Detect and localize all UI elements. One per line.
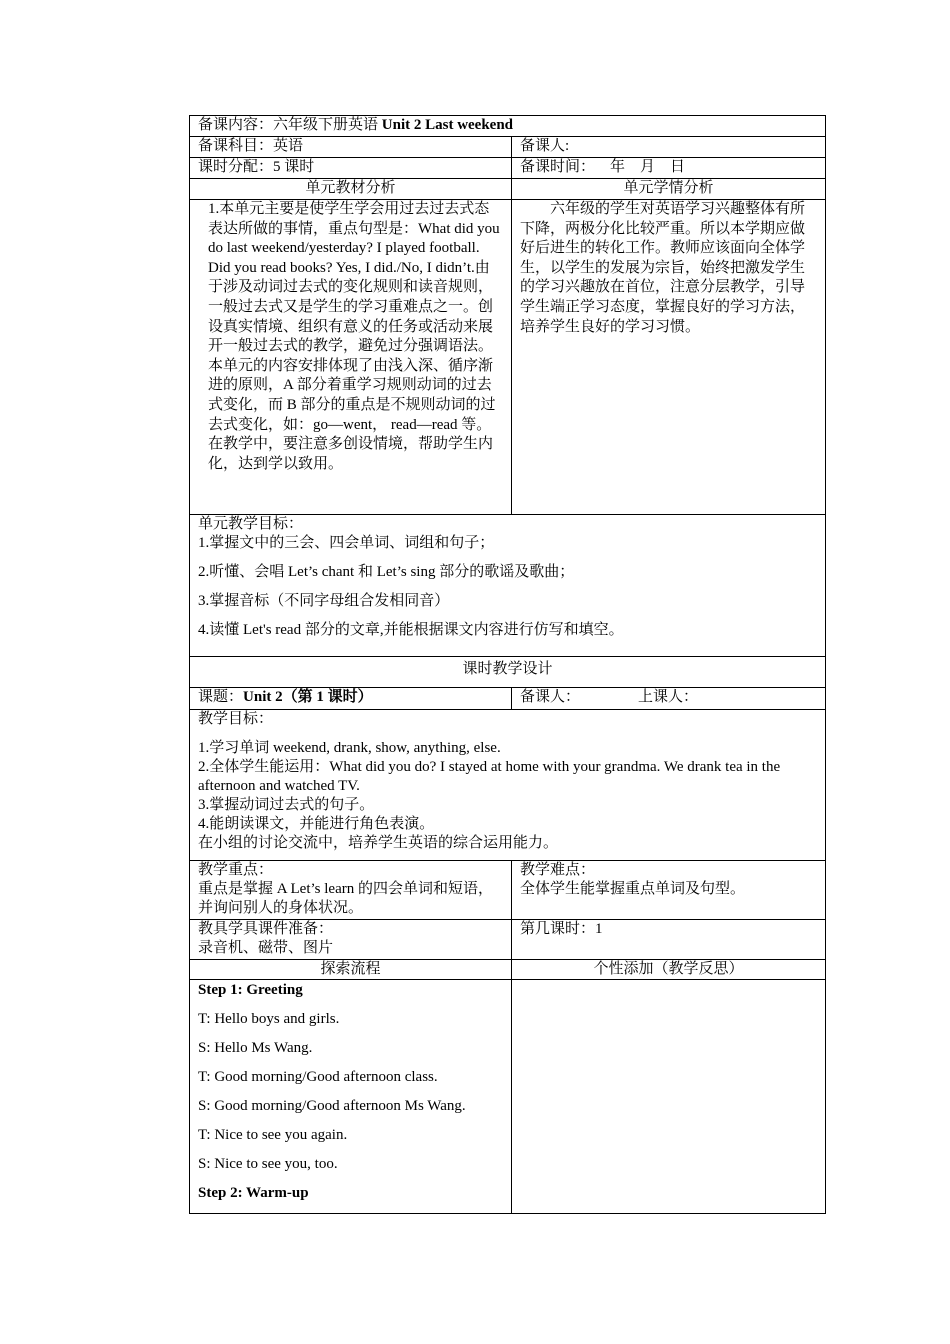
subject-row bbox=[190, 137, 826, 158]
content-cell bbox=[190, 116, 826, 137]
key-points-cell bbox=[190, 861, 512, 920]
period-number-cell: 第几课时：1 bbox=[512, 920, 826, 960]
lesson-goals-row bbox=[190, 710, 826, 861]
content-row bbox=[190, 116, 826, 137]
lesson-plan-page bbox=[189, 115, 825, 1214]
unit-goals-row bbox=[190, 515, 826, 657]
tools-text: 录音机、磁带、图片 bbox=[198, 940, 334, 956]
dialogue-line: S: Good morning/Good afternoon Ms Wang. bbox=[198, 1098, 466, 1114]
dialogue-line: T: Hello boys and girls. bbox=[198, 1011, 340, 1027]
analysis-body-row bbox=[190, 200, 826, 515]
preparer-teacher-cell bbox=[512, 688, 826, 710]
lesson-preparer: 备课人： bbox=[520, 689, 581, 705]
prep-time-cell: 备课时间： 年 月 日 bbox=[512, 158, 826, 179]
step-heading: Step 2: Warm-up bbox=[198, 1185, 309, 1201]
tools-row bbox=[190, 920, 826, 960]
lesson-goal-item: 4.能朗读课文，并能进行角色表演。 bbox=[198, 816, 435, 832]
unit-goals-cell bbox=[190, 515, 826, 657]
lesson-goal-item: 3.掌握动词过去式的句子。 bbox=[198, 797, 375, 813]
tools-title: 教具学具课件准备： bbox=[198, 921, 334, 937]
periods-row bbox=[190, 158, 826, 179]
material-analysis-text: 1.本单元主要是使学生学会用过去过去式态表达所做的事情，重点句型是：What did you do last weekend/yesterday? I played football. Did you read books? Yes, I did./No, I didn’t.由于涉及动词过去式的变化规则和读音规则，一般过去式又是学生的学习重难点之一。创设真实情境、组织有意义的任务或活动来展开一般过去式的教学，避免过分强调语法。本单元的内容安排体现了由浅入深、循序渐进的原则，A 部分着重学习规则动词的过去式变化，而 B 部分的重点是不规则动词的过去式变化，如：go—went， read—read 等。在教学中，要注意多创设情境，帮助学生内化，达到学以致用。 bbox=[190, 200, 512, 515]
unit-goal-item: 4.读懂 Let's read 部分的文章,并能根据课文内容进行仿写和填空。 bbox=[198, 622, 624, 638]
lesson-goal-item: 在小组的讨论交流中，培养学生英语的综合运用能力。 bbox=[198, 835, 559, 851]
dialogue-line: S: Hello Ms Wang. bbox=[198, 1040, 313, 1056]
tools-cell bbox=[190, 920, 512, 960]
process-body-row bbox=[190, 980, 826, 1214]
lesson-goal-item: 1.学习单词 weekend, drank, show, anything, else. bbox=[198, 740, 501, 756]
key-points-title: 教学重点： bbox=[198, 862, 274, 878]
learner-analysis-title: 单元学情分析 bbox=[512, 179, 826, 200]
process-title: 探索流程 bbox=[190, 960, 512, 980]
unit-goals-title: 单元教学目标： bbox=[198, 516, 304, 532]
key-points-text: 重点是掌握 A Let’s learn 的四会单词和短语，并询问别人的身体状况。 bbox=[198, 881, 493, 916]
preparer-cell: 备课人: bbox=[512, 137, 826, 158]
difficulty-title: 教学难点： bbox=[520, 862, 596, 878]
dialogue-line: T: Good morning/Good afternoon class. bbox=[198, 1069, 438, 1085]
unit-goal-item: 2.听懂、会唱 Let’s chant 和 Let’s sing 部分的歌谣及歌曲； bbox=[198, 564, 575, 580]
lesson-plan-table bbox=[189, 115, 826, 1214]
process-steps-cell bbox=[190, 980, 512, 1214]
unit-goal-item: 1.掌握文中的三会、四会单词、词组和句子； bbox=[198, 535, 495, 551]
lesson-goal-item: 2.全体学生能运用：What did you do? I stayed at home with your grandma. We drank tea in the afternoon and watched TV. bbox=[198, 759, 781, 794]
periods-cell: 课时分配：5 课时 bbox=[190, 158, 512, 179]
lesson-design-row bbox=[190, 657, 826, 688]
lesson-teacher: 上课人： bbox=[638, 689, 699, 705]
lesson-design-title: 课时教学设计 bbox=[190, 657, 826, 688]
content-label: 备课内容：六年级下册英语 bbox=[198, 117, 382, 133]
difficulty-text: 全体学生能掌握重点单词及句型。 bbox=[520, 881, 746, 897]
topic-prefix: 课题： bbox=[198, 689, 244, 705]
reflection-title: 个性添加（教学反思） bbox=[512, 960, 826, 980]
lesson-goals-cell bbox=[190, 710, 826, 861]
difficulty-cell bbox=[512, 861, 826, 920]
dialogue-line: S: Nice to see you, too. bbox=[198, 1156, 338, 1172]
step-heading: Step 1: Greeting bbox=[198, 982, 303, 998]
learner-analysis-text: 六年级的学生对英语学习兴趣整体有所下降，两极分化比较严重。所以本学期应做好后进生的转化工作。教师应该面向全体学生，以学生的发展为宗旨，始终把激发学生的学习兴趣放在首位，注意分层教学，引导学生端正学习态度，掌握良好的学习方法，培养学生良好的学习习惯。 bbox=[512, 200, 826, 515]
lesson-goals-title: 教学目标： bbox=[198, 711, 274, 727]
analysis-header-row bbox=[190, 179, 826, 200]
process-header-row bbox=[190, 960, 826, 980]
content-unit: Unit 2 Last weekend bbox=[381, 117, 514, 133]
reflection-cell bbox=[512, 980, 826, 1214]
dialogue-line: T: Nice to see you again. bbox=[198, 1127, 348, 1143]
material-analysis-title: 单元教材分析 bbox=[190, 179, 512, 200]
unit-goal-item: 3.掌握音标（不同字母组合发相同音） bbox=[198, 593, 450, 609]
topic-row bbox=[190, 688, 826, 710]
subject-cell: 备课科目：英语 bbox=[190, 137, 512, 158]
key-difficulty-row bbox=[190, 861, 826, 920]
topic-title: Unit 2（第 1 课时） bbox=[243, 689, 373, 705]
topic-cell bbox=[190, 688, 512, 710]
